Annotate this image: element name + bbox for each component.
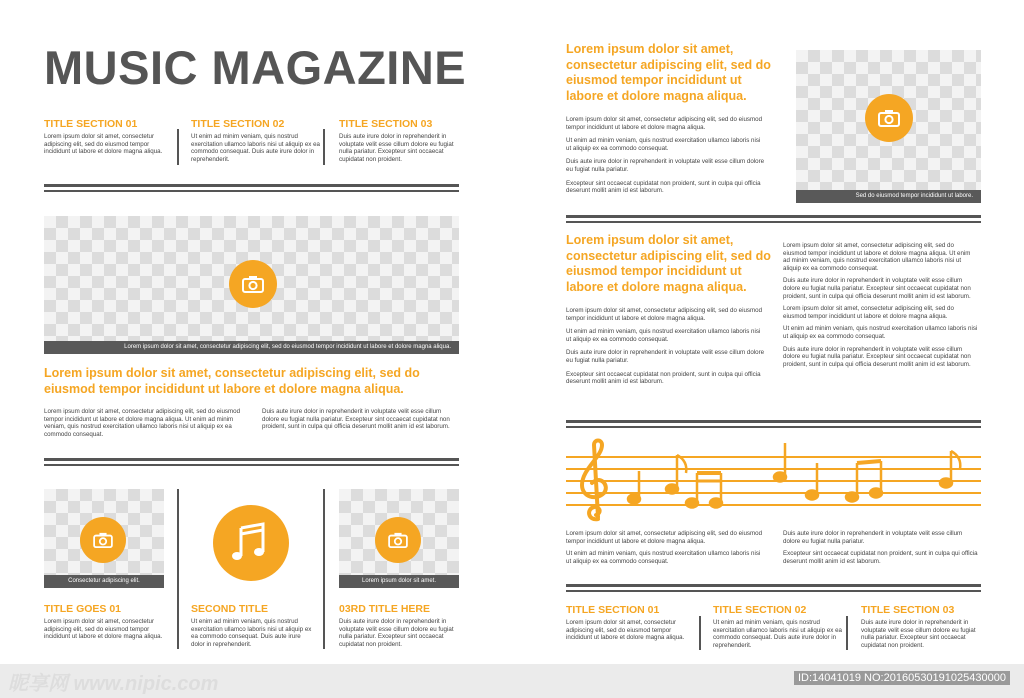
- section-title: TITLE SECTION 03: [339, 118, 433, 130]
- hero-image: [44, 216, 459, 354]
- section-title: TITLE SECTION 01: [566, 604, 660, 616]
- bottom-article-1: [44, 603, 169, 641]
- camera-icon: [242, 275, 264, 293]
- paragraph: Excepteur sint occaecat cupidatat non proident, sunt in culpa qui officia deserunt mollit anim id est laborum.: [566, 370, 761, 386]
- note-3: [686, 473, 722, 508]
- paragraph: Lorem ipsum dolor sit amet, consectetur adipiscing elit, sed do eiusmod tempor incididunt ut labore et dolore magna aliqua.: [566, 307, 763, 322]
- paragraph: Lorem ipsum dolor sit amet, consectetur adipiscing elit, sed do eiusmod tempor incididunt ut labore et dolore magna aliqua. Ut enim ad minim veniam, quis nostrud exercitation ullamco laboris nisi ut aliquip ex ea commodo consequat.: [783, 242, 971, 272]
- title-section-2: [191, 118, 321, 163]
- paragraph: Duis aute irure dolor in reprehenderit in voluptate velit esse cillum dolore eu fugiat nulla pariatur.: [566, 158, 765, 173]
- double-rule: [566, 420, 981, 428]
- article-body: [566, 116, 766, 195]
- paragraph: Duis aute irure dolor in reprehenderit in voluptate velit esse cillum dolore eu fugiat nulla pariatur. Excepteur sint occaecat cupidatat non proident, sunt in culpa qui officia deserunt mollit anim id est laborum.: [783, 345, 971, 368]
- paragraph: Ut enim ad minim veniam, quis nostrud exercitation ullamco laboris nisi ut aliquip ex ea commodo consequat.: [566, 550, 761, 565]
- camera-badge: [229, 260, 277, 308]
- divider: [846, 616, 848, 650]
- note-1: [628, 471, 640, 504]
- divider: [177, 129, 179, 165]
- camera-badge: [80, 517, 126, 563]
- double-rule: [44, 458, 459, 466]
- thumbnail-image: [44, 489, 164, 588]
- section-title: SECOND TITLE: [191, 603, 269, 615]
- camera-icon: [878, 109, 900, 127]
- title-section-3: [339, 118, 464, 163]
- divider: [177, 489, 179, 649]
- section-title: TITLE SECTION 01: [44, 118, 138, 130]
- section-text: Ut enim ad minim veniam, quis nostrud exercitation ullamco laboris nisi ut aliquip ex ea commodo consequat. Duis aute irure dolor in reprehenderit.: [191, 618, 312, 648]
- title-section-3: [861, 604, 981, 649]
- paragraph: Excepteur sint occaecat cupidatat non proident, sunt in culpa qui officia deserunt mollit anim id est laborum.: [566, 179, 761, 195]
- article-body: [783, 242, 979, 368]
- image-caption: Sed do eiusmod tempor incididunt ut labore.: [796, 190, 981, 203]
- article-headline: Lorem ipsum dolor sit amet, consectetur adipiscing elit, sed do eiusmod tempor incididunt ut labore et dolore magna aliqua.: [566, 42, 771, 103]
- section-text: Lorem ipsum dolor sit amet, consectetur adipiscing elit, sed do eiusmod tempor incididunt ut labore et dolore magna aliqua.: [44, 133, 163, 156]
- paragraph: Duis aute irure dolor in reprehenderit in voluptate velit esse cillum dolore eu fugiat nulla pariatur.: [566, 349, 765, 364]
- paragraph: Lorem ipsum dolor sit amet, consectetur adipiscing elit, sed do eiusmod tempor incididunt ut labore et dolore magna aliqua.: [783, 305, 954, 320]
- feature-image: [796, 50, 981, 203]
- magazine-title: MUSIC MAGAZINE: [44, 41, 467, 94]
- paragraph: Ut enim ad minim veniam, quis nostrud exercitation ullamco laboris nisi ut aliquip ex ea commodo consequat.: [566, 328, 761, 343]
- double-rule: [566, 584, 981, 592]
- section-text: Lorem ipsum dolor sit amet, consectetur adipiscing elit, sed do eiusmod tempor incididunt ut labore et dolore magna aliqua.: [566, 619, 685, 642]
- camera-icon: [93, 532, 113, 548]
- thumbnail-image: [339, 489, 459, 588]
- article-body: [566, 530, 766, 565]
- section-title: TITLE GOES 01: [44, 603, 122, 615]
- paragraph: Duis aute irure dolor in reprehenderit in voluptate velit esse cillum dolore eu fugiat nulla pariatur. Excepteur sint occaecat cupidatat non proident, sunt in culpa qui officia deserunt mollit anim id est laborum.: [783, 277, 971, 300]
- section-text: Lorem ipsum dolor sit amet, consectetur adipiscing elit, sed do eiusmod tempor incididunt ut labore et dolore magna aliqua.: [44, 618, 163, 641]
- section-text: Ut enim ad minim veniam, quis nostrud exercitation ullamco laboris nisi ut aliquip ex ea commodo consequat. Duis aute irure dolor in reprehenderit.: [191, 133, 320, 163]
- paragraph: Lorem ipsum dolor sit amet, consectetur adipiscing elit, sed do eiusmod tempor incididunt ut labore et dolore magna aliqua.: [566, 530, 763, 545]
- double-rule: [44, 184, 459, 192]
- double-rule: [566, 215, 981, 223]
- section-text: Duis aute irure dolor in reprehenderit in voluptate velit esse cillum dolore eu fugiat nulla pariatur. Excepteur sint occaecat cupidatat non proident.: [861, 619, 976, 649]
- note-2: [666, 455, 686, 494]
- paragraph: Duis aute irure dolor in reprehenderit in voluptate velit esse cillum dolore eu fugiat nulla pariatur.: [783, 530, 963, 545]
- title-section-1: [566, 604, 696, 642]
- divider: [323, 129, 325, 165]
- bottom-article-3: [339, 603, 459, 648]
- divider: [323, 489, 325, 649]
- camera-icon: [388, 532, 408, 548]
- section-text: Duis aute irure dolor in reprehenderit in voluptate velit esse cillum dolore eu fugiat nulla pariatur. Excepteur sint occaecat cupidatat non proident.: [339, 133, 454, 163]
- article-body: [566, 307, 766, 386]
- camera-badge: [865, 94, 913, 142]
- section-text: Ut enim ad minim veniam, quis nostrud exercitation ullamco laboris nisi ut aliquip ex ea commodo consequat. Duis aute irure dolor in reprehenderit.: [713, 619, 842, 649]
- title-section-1: [44, 118, 174, 156]
- note-4: [774, 443, 786, 482]
- section-title: 03RD TITLE HERE: [339, 603, 431, 615]
- paragraph: Ut enim ad minim veniam, quis nostrud exercitation ullamco laboris nisi ut aliquip ex ea commodo consequat.: [783, 325, 978, 340]
- article-headline: Lorem ipsum dolor sit amet, consectetur adipiscing elit, sed do eiusmod tempor incididunt ut labore et dolore magna aliqua.: [566, 233, 771, 294]
- paragraph: Ut enim ad minim veniam, quis nostrud exercitation ullamco laboris nisi ut aliquip ex ea commodo consequat.: [566, 137, 761, 152]
- image-caption: Lorem ipsum dolor sit amet, consectetur adipiscing elit, sed do eiusmod tempor incididunt ut labore et dolore magna aliqua.: [44, 341, 459, 354]
- section-text: Duis aute irure dolor in reprehenderit in voluptate velit esse cillum dolore eu fugiat nulla pariatur. Excepteur sint occaecat cupidatat non proident.: [339, 618, 454, 648]
- bottom-article-2: [191, 603, 316, 648]
- article-column-1: Lorem ipsum dolor sit amet, consectetur adipiscing elit, sed do eiusmod tempor incididunt ut labore et dolore magna aliqua. Ut enim ad minim veniam, quis nostrud exercitation ullamco laboris nisi ut aliquip ex ea commodo consequat.: [44, 408, 241, 438]
- image-caption: Consectetur adipiscing elit.: [44, 575, 164, 588]
- watermark-left: 昵享网 www.nipic.com: [8, 673, 219, 695]
- paragraph: Lorem ipsum dolor sit amet, consectetur adipiscing elit, sed do eiusmod tempor incididunt ut labore et dolore magna aliqua.: [566, 116, 763, 131]
- article-headline: Lorem ipsum dolor sit amet, consectetur adipiscing elit, sed do eiusmod tempor incididunt ut labore et dolore magna aliqua.: [44, 366, 420, 396]
- music-badge: [213, 505, 289, 581]
- watermark-id: ID:14041019 NO:20160530191025430000: [794, 671, 1010, 685]
- divider: [699, 616, 701, 650]
- music-staff: [566, 435, 981, 525]
- image-caption: Lorem ipsum dolor sit amet.: [339, 575, 459, 588]
- section-title: TITLE SECTION 02: [191, 118, 285, 130]
- article-body: [783, 530, 979, 565]
- article-column-2: Duis aute irure dolor in reprehenderit in voluptate velit esse cillum dolore eu fugiat nulla pariatur. Excepteur sint occaecat cupidatat non proident, sunt in culpa qui officia deserunt mollit anim id est laborum.: [262, 408, 450, 431]
- paragraph: Excepteur sint occaecat cupidatat non proident, sunt in culpa qui officia deserunt mollit anim id est laborum.: [783, 550, 978, 565]
- section-title: TITLE SECTION 02: [713, 604, 807, 616]
- section-title: TITLE SECTION 03: [861, 604, 955, 616]
- treble-clef-icon: [582, 441, 606, 520]
- camera-badge: [375, 517, 421, 563]
- title-section-2: [713, 604, 843, 649]
- music-note-icon: [229, 522, 273, 564]
